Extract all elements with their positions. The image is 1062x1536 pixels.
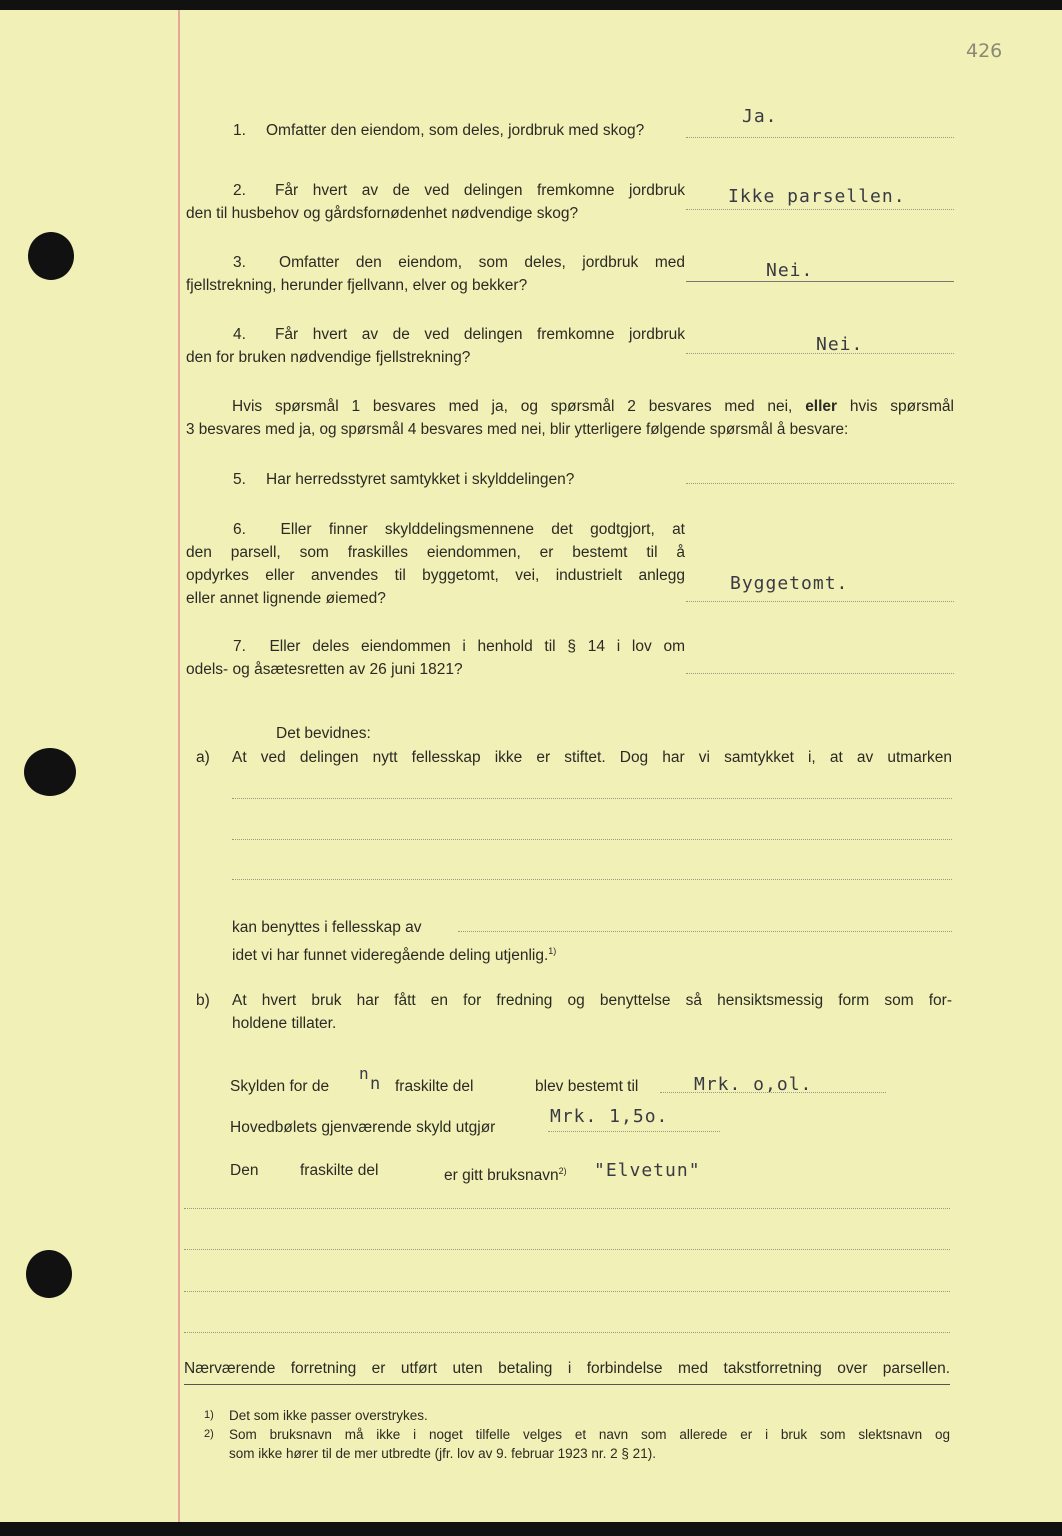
blank-line-4 xyxy=(184,1332,950,1333)
q3-line1-text: Omfatter den eiendom, som deles, jordbruk med xyxy=(279,254,685,271)
skyld-value: Mrk. o,ol. xyxy=(694,1074,813,1095)
bevidnes-a-fill-line xyxy=(458,931,952,932)
scan-top-border xyxy=(0,0,1062,10)
skyld-bestemt-til: blev bestemt til xyxy=(535,1078,639,1095)
q2-line1-text: Får hvert av de ved delingen fremkomne jordbruk xyxy=(274,182,685,199)
q4-number: 4. xyxy=(233,326,246,343)
q4-text-line1 xyxy=(233,324,685,346)
q1-answer: Ja. xyxy=(742,106,778,127)
footnote-2-line2: som ikke hører til de mer utbredte (jfr. lov av 9. februar 1923 nr. 2 § 21). xyxy=(229,1446,656,1461)
bevidnes-b-line2: holdene tillater. xyxy=(232,1015,337,1032)
bevidnes-b-line1: At hvert bruk har fått en for fredning og benyttelse så hensiktsmessig form som for- xyxy=(232,992,952,1009)
q6-text-line4: eller annet lignende øiemed? xyxy=(186,590,386,607)
blank-line-3 xyxy=(184,1291,950,1292)
q6-answer: Byggetomt. xyxy=(730,573,849,594)
q2-answer: Ikke parsellen. xyxy=(728,186,906,207)
q1-answer-line xyxy=(686,137,954,138)
q7-answer-line xyxy=(686,673,954,674)
q5-text: Har herredsstyret samtykket i skylddelingen? xyxy=(266,471,575,488)
q2-text-line1 xyxy=(233,180,685,202)
bevidnes-a-line-2 xyxy=(232,839,952,840)
hovedbol-value-line xyxy=(548,1131,720,1132)
conditional-line1 xyxy=(232,396,954,418)
q4-answer-line xyxy=(686,353,954,354)
footnote-2-line1: Som bruksnavn må ikke i noget tilfelle velges et navn som allerede er i bruk som slektsnavn og xyxy=(229,1427,950,1442)
scan-bottom-border xyxy=(0,1522,1062,1536)
q7-text-line2: odels- og åsætesretten av 26 juni 1821? xyxy=(186,661,463,678)
conditional-line1-b: hvis spørsmål xyxy=(849,398,954,415)
q3-number: 3. xyxy=(233,254,246,271)
bevidnes-a-text: At ved delingen nytt fellesskap ikke er stiftet. Dog har vi samtykket i, at av utmarken xyxy=(232,749,952,766)
bevidnes-a-line3-text: idet vi har funnet videregående deling utjenlig. xyxy=(232,947,549,965)
footnote-2-mark: 2) xyxy=(204,1428,214,1440)
conditional-bold-word: eller xyxy=(805,398,838,415)
q3-text-line1 xyxy=(233,252,685,274)
margin-line xyxy=(178,10,180,1522)
skyld-label-1: Skylden for de xyxy=(230,1078,330,1095)
bruksnavn-label xyxy=(444,1160,567,1187)
bevidnes-heading: Det bevidnes: xyxy=(276,725,371,742)
bevidnes-a-line-1 xyxy=(232,798,952,799)
q4-line1-text: Får hvert av de ved delingen fremkomne jordbruk xyxy=(274,326,685,343)
footnote-1-mark: 1) xyxy=(204,1409,214,1421)
bruksnavn-label-text: er gitt bruksnavn xyxy=(444,1167,559,1185)
q1-text: Omfatter den eiendom, som deles, jordbruk med skog? xyxy=(266,122,645,139)
page-number: 426 xyxy=(966,40,1003,62)
q6-text-line3: opdyrkes eller anvendes til byggetomt, vei, industrielt anlegg xyxy=(186,567,685,584)
hovedbol-label: Hovedbølets gjenværende skyld utgjør xyxy=(230,1119,496,1136)
q6-answer-line xyxy=(686,601,954,602)
punch-hole-1 xyxy=(28,232,74,280)
bruksnavn-fraskilte-del: fraskilte del xyxy=(300,1162,379,1179)
q5-number: 5. xyxy=(233,471,246,488)
footnote-ref-1: 1) xyxy=(548,946,557,956)
punch-hole-2 xyxy=(24,748,76,796)
q2-number: 2. xyxy=(233,182,246,199)
skyld-sup-n: n xyxy=(359,1064,370,1083)
bruksnavn-value: "Elvetun" xyxy=(594,1160,701,1181)
conditional-line1-a: Hvis spørsmål 1 besvares med ja, og spørsmål 2 besvares med nei, xyxy=(232,398,793,415)
footnote-ref-2: 2) xyxy=(558,1166,567,1176)
hovedbol-value: Mrk. 1,5o. xyxy=(550,1106,669,1127)
footnote-separator xyxy=(184,1384,950,1385)
bevidnes-a-label: a) xyxy=(196,749,210,766)
skyld-n: n xyxy=(370,1074,382,1094)
q3-answer: Nei. xyxy=(766,260,814,281)
bevidnes-a-line3 xyxy=(232,940,556,967)
q6-text-line1 xyxy=(233,519,685,541)
footnote-1-text: Det som ikke passer overstrykes. xyxy=(229,1408,428,1423)
q2-answer-line xyxy=(686,209,954,210)
document-page xyxy=(0,10,1062,1522)
bevidnes-a-line-3 xyxy=(232,879,952,880)
q7-number: 7. xyxy=(233,638,246,655)
closing-statement: Nærværende forretning er utført uten betaling i forbindelse med takstforretning over parsellen. xyxy=(184,1360,950,1377)
punch-hole-3 xyxy=(26,1250,72,1298)
conditional-line2: 3 besvares med ja, og spørsmål 4 besvares med nei, blir ytterligere følgende spørsmål å besvare: xyxy=(186,421,849,438)
q2-text-line2: den til husbehov og gårdsfornødenhet nødvendige skog? xyxy=(186,205,579,222)
q7-line1-text: Eller deles eiendommen i henhold til § 14 i lov om xyxy=(269,638,685,655)
skyld-value-line xyxy=(660,1092,886,1093)
blank-line-2 xyxy=(184,1249,950,1250)
bevidnes-a-line2: kan benyttes i fellesskap av xyxy=(232,919,422,936)
q5-answer-line xyxy=(686,483,954,484)
skyld-fraskilte-del: fraskilte del xyxy=(395,1078,474,1095)
q6-line1-text: Eller finner skylddelingsmennene det godtgjort, at xyxy=(280,521,685,538)
q4-answer: Nei. xyxy=(816,334,864,355)
q4-text-line2: den for bruken nødvendige fjellstrekning? xyxy=(186,349,471,366)
bruksnavn-den: Den xyxy=(230,1162,259,1179)
q6-number: 6. xyxy=(233,521,246,538)
q1-number: 1. xyxy=(233,122,246,139)
bevidnes-b-label: b) xyxy=(196,992,210,1009)
q3-text-line2: fjellstrekning, herunder fjellvann, elver og bekker? xyxy=(186,277,528,294)
q3-answer-line xyxy=(686,281,954,282)
q7-text-line1 xyxy=(233,636,685,658)
q6-text-line2: den parsell, som fraskilles eiendommen, er bestemt til å xyxy=(186,544,685,561)
blank-line-1 xyxy=(184,1208,950,1209)
